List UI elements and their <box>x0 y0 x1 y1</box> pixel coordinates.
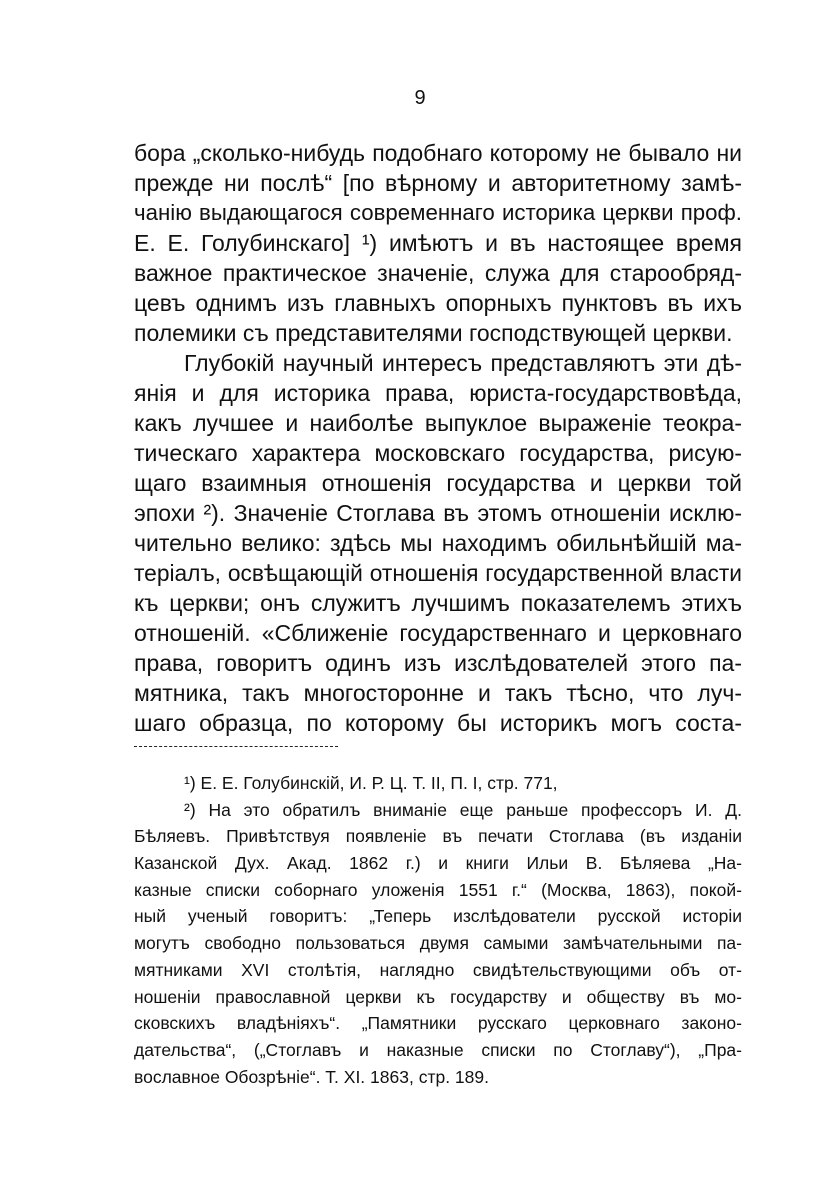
page-number: 9 <box>414 87 426 109</box>
text-line: бора „сколько-нибудь подобнаго которому не бывало ни <box>134 140 742 166</box>
footnote-line: вославное Обозрѣніе“. Т. XI. 1863, стр. 189. <box>134 1066 489 1087</box>
text-line: Е. Е. Голубинскаго] ¹) имѣютъ и въ настоящее время <box>134 230 742 256</box>
text-line: какъ лучшее и наиболѣе выпуклое выраженіе теокра- <box>134 410 742 436</box>
text-line: права, говоритъ одинъ изъ изслѣдователей этого па- <box>134 650 742 676</box>
text-line: мятника, такъ многосторонне и такъ тѣсно, что луч- <box>134 680 742 706</box>
text-line: эпохи ²). Значеніе Стоглава въ этомъ отношеніи исклю- <box>134 500 742 526</box>
text-line: полемики съ представителями господствующей церкви. <box>134 320 733 346</box>
footnote-line: сковскихъ владѣніяхъ“. „Памятники русскаго церковнаго законо- <box>134 1013 742 1034</box>
text-line: шаго образца, по которому бы историкъ могъ соста- <box>134 710 742 736</box>
text-line: щаго взаимныя отношенія государства и церкви той <box>134 470 742 496</box>
text-line: отношеній. «Сближеніе государственнаго и церковнаго <box>134 620 742 646</box>
footnote-line: Бѣляевъ. Привѣтствуя появленіе въ печати Стоглава (въ изданіи <box>134 826 742 847</box>
text-line: теріалъ, освѣщающій отношенія государственной власти <box>134 560 742 586</box>
footnote-line: мятниками XVI столѣтія, наглядно свидѣтельствующими объ от- <box>134 959 742 980</box>
text-line: тическаго характера московскаго государства, рисую- <box>134 440 742 466</box>
footnote-line: могутъ свободно пользоваться двумя самыми замѣчательными па- <box>134 933 742 954</box>
text-line: важное практическое значеніе, служа для старообряд- <box>134 260 742 286</box>
text-line: чительно велико: здѣсь мы находимъ обильнѣйшій ма- <box>134 530 742 556</box>
footnote-line: дательства“, („Стоглавъ и наказные списки по Стоглаву“), „Пра- <box>134 1039 742 1060</box>
footnote-line: ношеніи православной церкви къ государству и обществу въ мо- <box>134 986 742 1007</box>
text-line: янія и для историка права, юриста-государствовѣда, <box>134 380 742 406</box>
footnotes <box>134 770 742 1090</box>
text-line: Глубокій научный интересъ представляютъ эти дѣ- <box>184 350 742 376</box>
footnote-line: казные списки соборнаго уложенія 1551 г.“ (Москва, 1863), покой- <box>134 879 742 900</box>
footnote-line: ¹) Е. Е. Голубинскій, И. Р. Ц. Т. II, П. I, стр. 771, <box>184 773 558 793</box>
text-line: прежде ни послѣ“ [по вѣрному и авторитетному замѣ- <box>134 170 742 196</box>
footnote-line: ный ученый говоритъ: „Теперь изслѣдователи русской исторіи <box>134 906 742 927</box>
footnote-line: ²) На это обратилъ вниманіе еще раньше профессоръ И. Д. <box>184 799 742 820</box>
footnote-line: Казанской Дух. Акад. 1862 г.) и книги Ильи В. Бѣляева „На- <box>134 853 742 874</box>
text-line: цевъ однимъ изъ главныхъ опорныхъ пунктовъ въ ихъ <box>134 290 742 316</box>
text-line: чанію выдающагося современнаго историка церкви проф. <box>134 200 742 225</box>
text-line: къ церкви; онъ служитъ лучшимъ показателемъ этихъ <box>134 590 742 616</box>
footnote-separator <box>134 746 338 747</box>
main-text <box>134 138 742 738</box>
